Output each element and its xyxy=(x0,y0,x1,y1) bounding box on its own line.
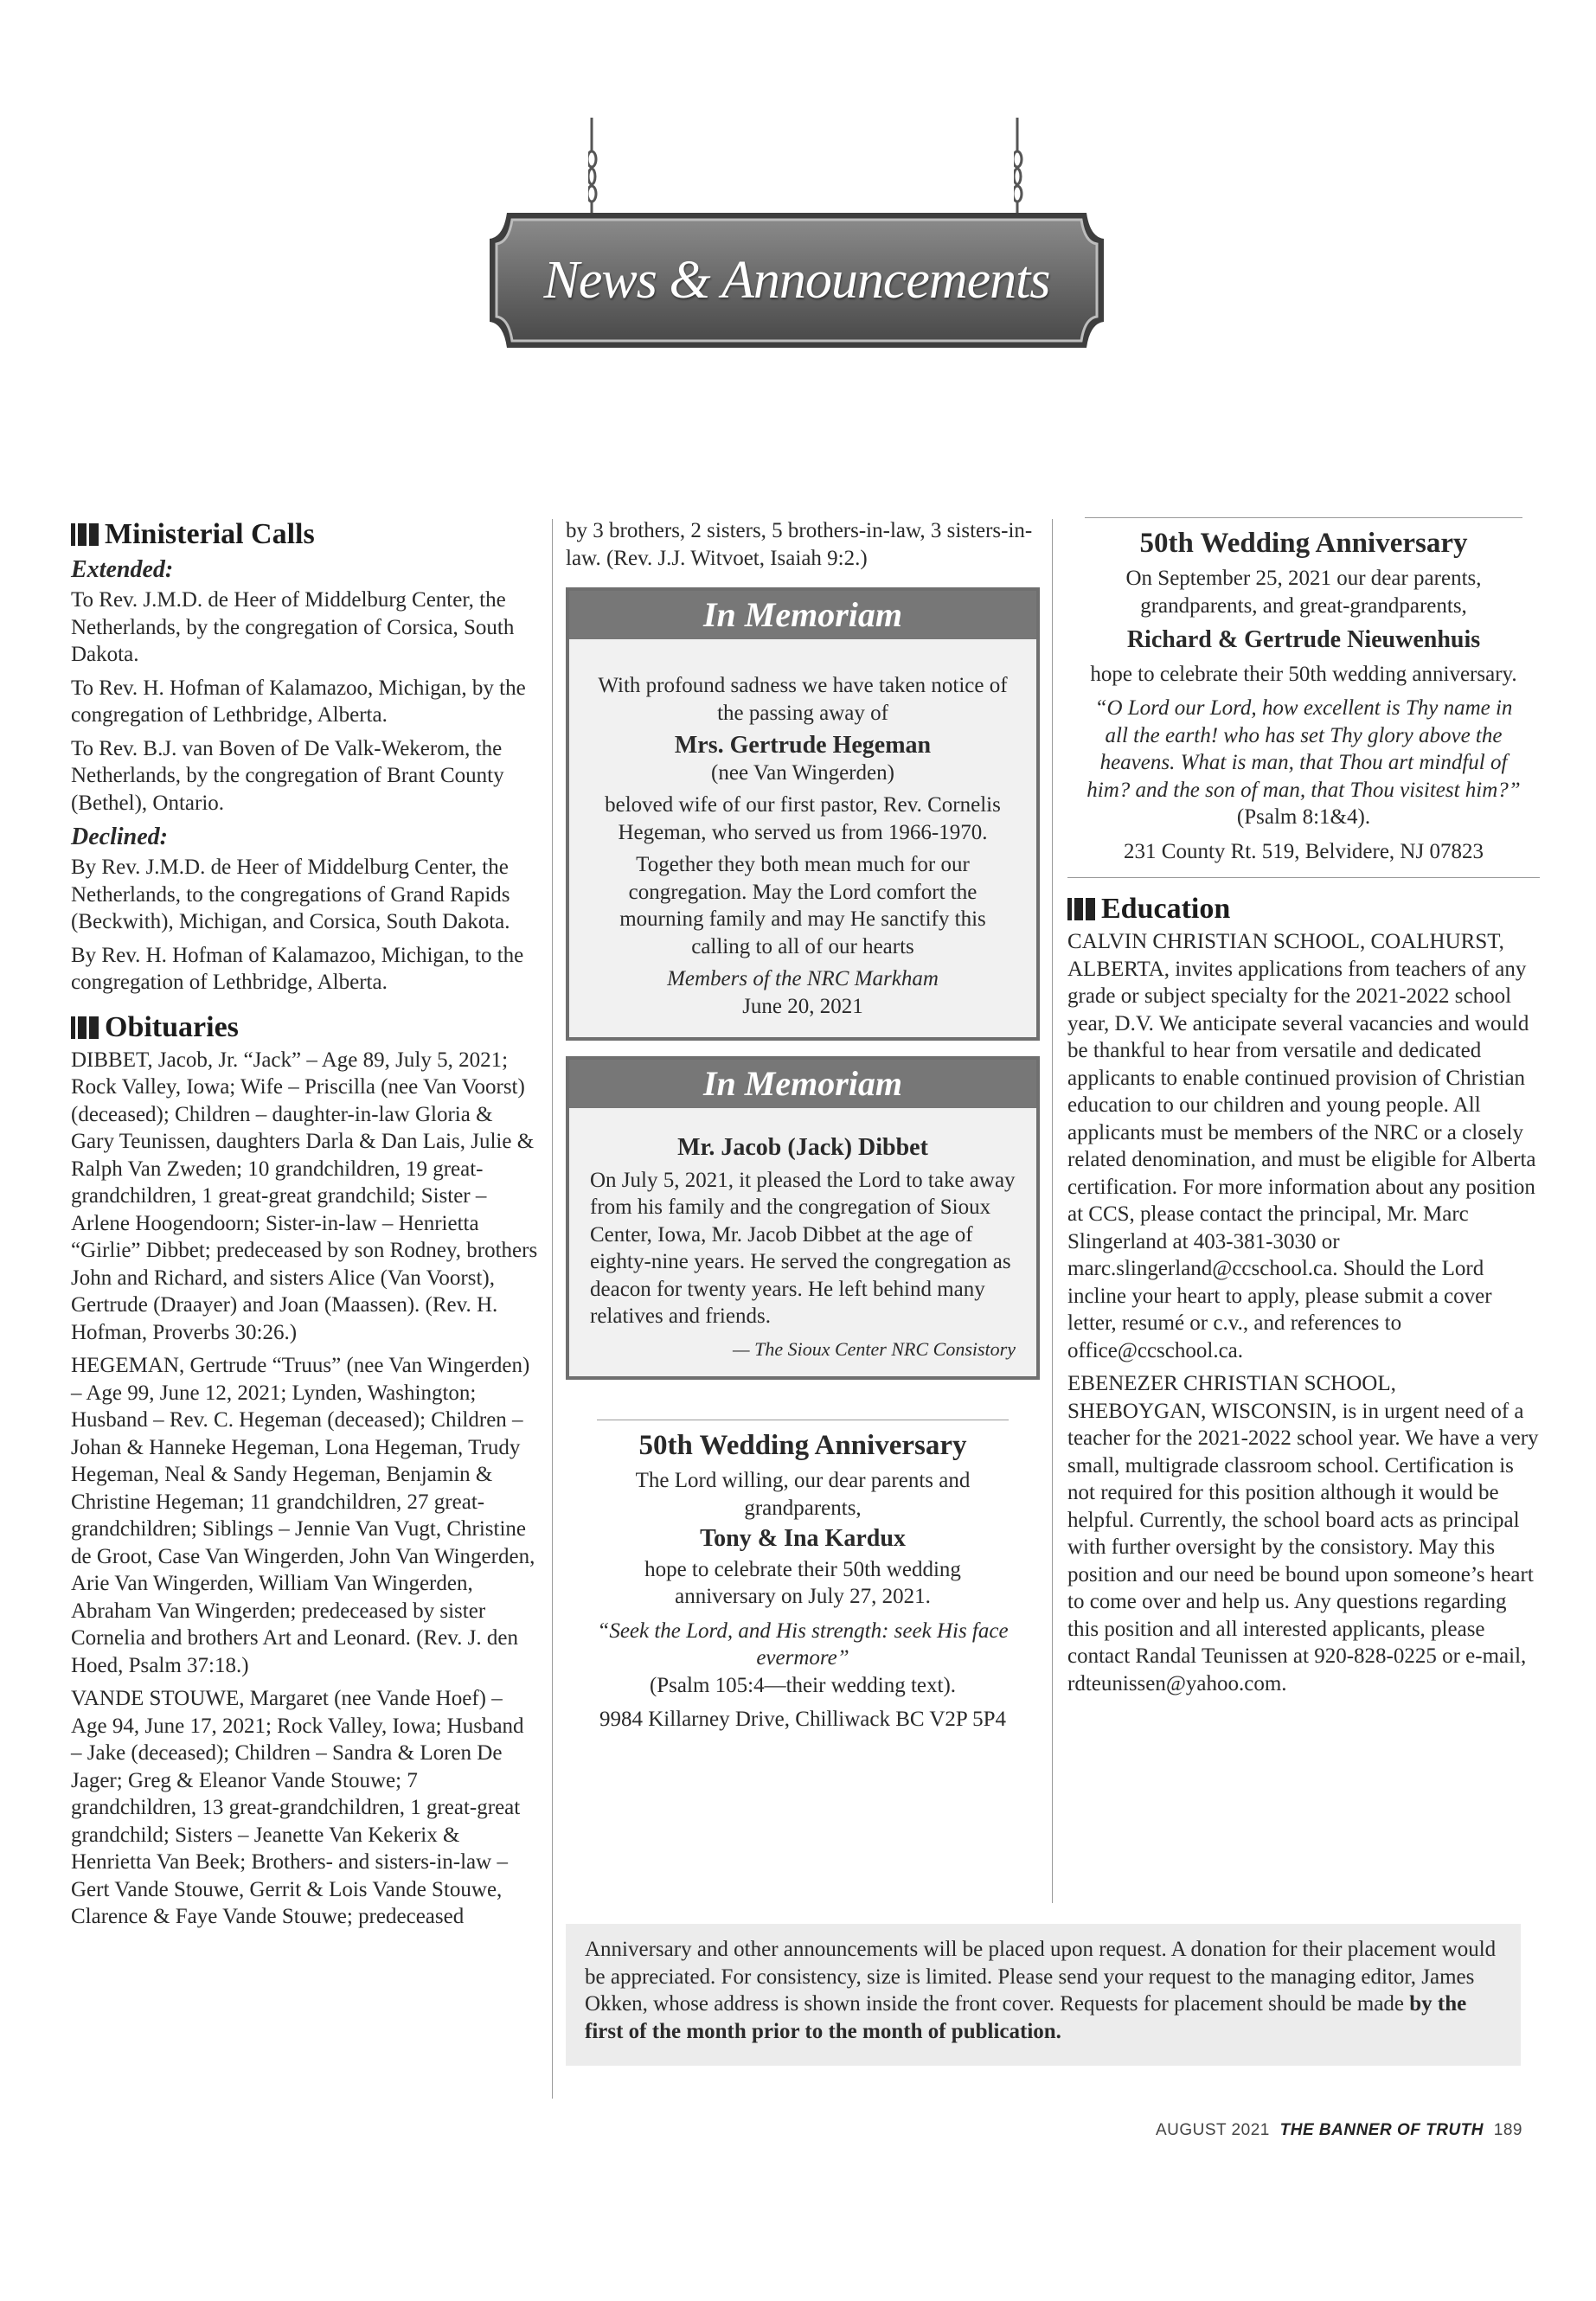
obituary-entry: VANDE STOUWE, Margaret (nee Vande Hoef) – Age 94, June 17, 2021; Rock Valley, Iowa; Husband – Jake (deceased); Children – Sandra & Loren De Jager; Greg & Eleanor Vande Stouwe; 7 grandchildren, 13 great-grandchildren, 1 great-great grandchild; Sisters – Jeanette Van Kekerix & Henrietta Van Beek; Brothers- and sisters-in-law – Gert Vande Stouwe, Gerrit & Lois Vande Stouwe, Clarence & Faye Vande Stouwe; predeceased xyxy=(71,1687,524,1928)
page-number: 189 xyxy=(1493,2121,1522,2139)
call-entry: By Rev. H. Hofman of Kalamazoo, Michigan, to the congregation of Lethbridge, Alberta. xyxy=(71,943,524,994)
column-divider xyxy=(1052,519,1053,1903)
memoriam-text: On July 5, 2021, it pleased the Lord to take away from his family and the congregation of Sioux Center, Iowa, Mr. Jacob Dibbet at the age of eighty-nine years. He served the congregation as deacon for twenty years. He left behind many relatives and friends. xyxy=(590,1168,1016,1328)
footer-issue: AUGUST 2021 xyxy=(1155,2121,1270,2139)
education-heading: Education xyxy=(1067,892,1540,926)
memoriam-nee: (nee Van Wingerden) xyxy=(711,760,894,785)
ministerial-calls-heading: Ministerial Calls xyxy=(71,517,538,552)
memoriam-from: Members of the NRC Markham xyxy=(667,967,939,990)
call-entry: To Rev. J.M.D. de Heer of Middelburg Center, the Netherlands, by the congregation of Corsica, South Dakota. xyxy=(71,588,515,666)
memoriam-name: Mrs. Gertrude Hegeman xyxy=(674,732,932,759)
middle-column xyxy=(566,517,1040,1734)
anniversary-text: hope to celebrate their 50th wedding anniversary on July 27, 2021. xyxy=(644,1557,961,1608)
education-entry: EBENEZER CHRISTIAN SCHOOL, SHEBOYGAN, WISCONSIN, is in urgent need of a teacher for the 2021-2022 school year. We have a very small, multigrade classroom school. Certification is not required for this position although it would be helpful. Currently, the school board acts as principal with further oversight by the consistory. May this position and our need be bound upon someone’s heart to come over and help us. Any questions regarding this position and all interested applicants, please contact Randal Teunissen at 920-828-0225 or e-mail, rdteunissen@yahoo.com. xyxy=(1067,1372,1539,1695)
memoriam-name: Mr. Jacob (Jack) Dibbet xyxy=(677,1134,928,1161)
anniversary-address: 9984 Killarney Drive, Chilliwack BC V2P 5P4 xyxy=(599,1708,1007,1731)
memoriam-signature: — The Sioux Center NRC Consistory xyxy=(733,1337,1016,1360)
section-bars-icon xyxy=(71,1016,99,1039)
memoriam-intro: With profound sadness we have taken notice of the passing away of xyxy=(598,674,1008,725)
anniversary-verse: “Seek the Lord, and His strength: seek His face evermore” xyxy=(597,1618,1009,1670)
section-bars-icon xyxy=(71,523,99,546)
anniversary-ref: (Psalm 8:1&4). xyxy=(1236,805,1371,829)
section-bars-icon xyxy=(1067,898,1095,920)
anniversary-names: Richard & Gertrude Nieuwenhuis xyxy=(1126,626,1481,653)
placement-notice xyxy=(566,1924,1521,2066)
obituary-entry: DIBBET, Jacob, Jr. “Jack” – Age 89, July 5, 2021; Rock Valley, Iowa; Wife – Priscilla (nee Van Voorst) (deceased); Children – daughter-in-law Gloria & Gary Teunissen, daughters Darla & Dan Lais, Julie & Ralph Van Zweden; 10 grandchildren, 19 great-grandchildren, 1 great-great grandchild; Sister – Arlene Hoogendoorn; Sister-in-law – Henrietta “Girlie” Dibbet; predeceased by son Rodney, brothers John and Richard, and sisters Alice (Van Voorst), Gertrude (Draayer) and Joan (Maassen). (Rev. H. Hofman, Proverbs 30:26.) xyxy=(71,1048,538,1344)
memoriam-box-dibbet xyxy=(566,1056,1040,1380)
page-footer xyxy=(1156,2121,1522,2140)
call-entry: To Rev. B.J. van Boven of De Valk-Wekerom, the Netherlands, by the congregation of Brant County (Bethel), Ontario. xyxy=(71,736,504,815)
declined-label: Declined: xyxy=(71,824,168,850)
memoriam-desc: beloved wife of our first pastor, Rev. Cornelis Hegeman, who served us from 1966-1970. xyxy=(605,793,1001,844)
memoriam-box-hegeman xyxy=(566,587,1040,1041)
anniversary-heading: 50th Wedding Anniversary xyxy=(638,1430,967,1461)
anniversary-intro: On September 25, 2021 our dear parents, grandparents, and great-grandparents, xyxy=(1125,567,1482,618)
anniversary-verse: “O Lord our Lord, how excellent is Thy name in all the earth! who has set Thy glory above the heavens. What is man, that Thou art mindful of him? and the son of man, that Thou visitest him?” xyxy=(1086,696,1521,802)
anniversary-ref: (Psalm 105:4—their wedding text). xyxy=(649,1673,957,1697)
page-title: News & Announcements xyxy=(543,250,1050,310)
memoriam-heading: In Memoriam xyxy=(569,1060,1036,1108)
memoriam-text: Together they both mean much for our congregation. May the Lord comfort the mourning family and may He sanctify this calling to all of our hearts xyxy=(619,853,986,958)
footer-publication: THE BANNER OF TRUTH xyxy=(1279,2121,1484,2139)
header-sign xyxy=(484,208,1109,353)
obituary-entry: HEGEMAN, Gertrude “Truus” (nee Van Wingerden) – Age 99, June 12, 2021; Lynden, Washington; Husband – Rev. C. Hegeman (deceased); Children – Johan & Hanneke Hegeman, Lona Hegeman, Trudy Hegeman, Neal & Sandy Hegeman, Benjamin & Christine Hegeman; 11 grandchildren, 27 great-grandchildren; Siblings – Jennie Van Vugt, Christine de Groot, Case Van Wingerden, John Van Wingerden, Arie Van Wingerden, William Van Wingerden, Abraham Van Wingerden; predeceased by sister Cornelia and brothers Art and Leonard. (Rev. J. den Hoed, Psalm 37:18.) xyxy=(71,1354,535,1677)
right-column xyxy=(1067,517,1540,1703)
section-divider xyxy=(1067,877,1540,878)
obituary-continuation: by 3 brothers, 2 sisters, 5 brothers-in-law, 3 sisters-in-law. (Rev. J.J. Witvoet, Isaiah 9:2.) xyxy=(566,519,1033,570)
call-entry: To Rev. H. Hofman of Kalamazoo, Michigan, by the congregation of Lethbridge, Alberta. xyxy=(71,676,526,727)
anniversary-nieuwenhuis xyxy=(1085,517,1522,865)
anniversary-names: Tony & Ina Kardux xyxy=(700,1525,906,1552)
notice-deadline: by the first of the month prior to the month of publication. xyxy=(585,1992,1467,2043)
left-column xyxy=(71,517,538,1931)
obituaries-heading: Obituaries xyxy=(71,1010,538,1045)
anniversary-kardux xyxy=(597,1420,1009,1734)
extended-label: Extended: xyxy=(71,556,174,583)
memoriam-heading: In Memoriam xyxy=(569,591,1036,639)
notice-text: Anniversary and other announcements will be placed upon request. A donation for their placement would be appreciated. For consistency, size is limited. Please send your request to the managing editor, James Okken, whose address is shown inside the front cover. Requests for placement should be made xyxy=(585,1938,1497,2016)
anniversary-text: hope to celebrate their 50th wedding anniversary. xyxy=(1090,662,1517,686)
anniversary-address: 231 County Rt. 519, Belvidere, NJ 07823 xyxy=(1124,839,1484,863)
anniversary-heading: 50th Wedding Anniversary xyxy=(1139,528,1468,559)
education-entry: CALVIN CHRISTIAN SCHOOL, COALHURST, ALBERTA, invites applications from teachers of any grade or subject specialty for the 2021-2022 school year, D.V. We anticipate several vacancies and would be thankful to hear from versatile and dedicated applicants to enable continued provision of Christian education to our children and young people. All applicants must be members of the NRC or a closely related denomination, and must be eligible for Alberta certification. For more information about any position at CCS, please contact the principal, Mr. Marc Slingerland at 403-381-3030 or marc.slingerland@ccschool.ca. Should the Lord incline your heart to apply, please submit a cover letter, resumé or c.v., and references to office@ccschool.ca. xyxy=(1067,930,1536,1362)
call-entry: By Rev. J.M.D. de Heer of Middelburg Center, the Netherlands, to the congregations of Grand Rapids (Beckwith), Michigan, and Corsica, South Dakota. xyxy=(71,856,510,933)
anniversary-intro: The Lord willing, our dear parents and grandparents, xyxy=(635,1469,971,1520)
column-divider xyxy=(552,519,553,2099)
memoriam-date: June 20, 2021 xyxy=(742,994,863,1018)
